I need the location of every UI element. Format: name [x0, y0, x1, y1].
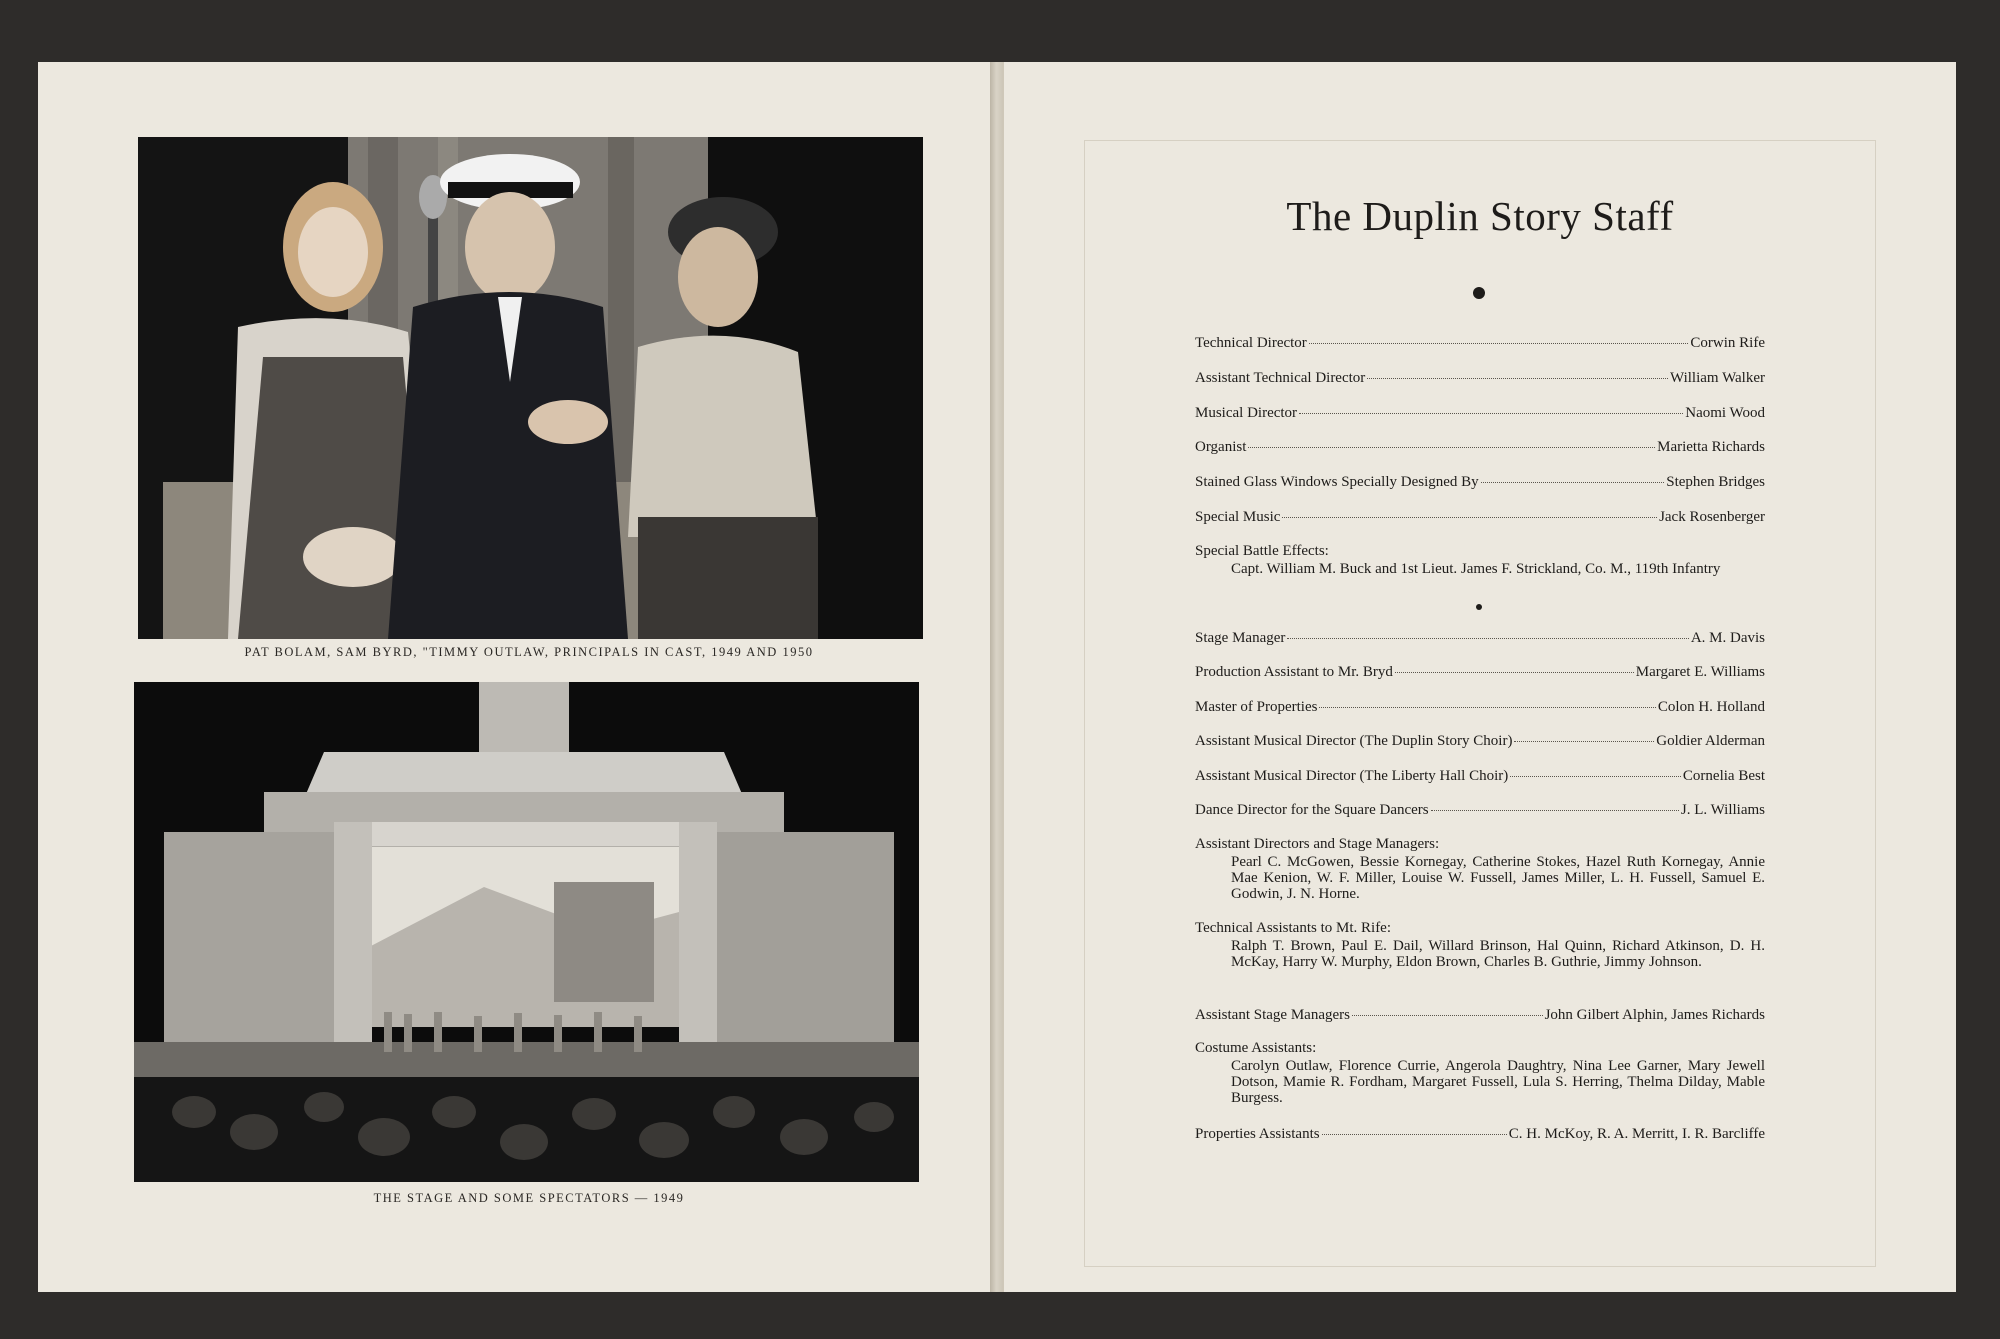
staff-name: J. L. Williams: [1680, 802, 1765, 818]
block-body: Ralph T. Brown, Paul E. Dail, Willard Brinson, Hal Quinn, Richard Atkinson, D. H. McKay, Harry W. Murphy, Eldon Brown, Charles B. Guthrie, Jimmy Johnson.: [1231, 938, 1765, 970]
leader-dots: [1287, 638, 1688, 639]
staff-role: Assistant Musical Director (The Duplin Story Choir): [1195, 733, 1513, 749]
leader-dots: [1352, 1015, 1543, 1016]
staff-name: Margaret E. Williams: [1635, 664, 1765, 680]
leader-dots: [1322, 1134, 1507, 1135]
staff-role: Properties Assistants: [1195, 1126, 1320, 1142]
right-page: [1003, 62, 1956, 1292]
leader-dots: [1309, 343, 1689, 344]
staff-name: John Gilbert Alphin, James Richards: [1544, 1007, 1765, 1023]
staff-role: Production Assistant to Mr. Bryd: [1195, 664, 1393, 680]
staff-entry: [1195, 1125, 1765, 1143]
page-title: The Duplin Story Staff: [1286, 193, 1674, 239]
costume-assistants-block: [1195, 1040, 1765, 1106]
leader-dots: [1514, 741, 1654, 742]
leader-dots: [1481, 482, 1665, 483]
staff-name: C. H. McKoy, R. A. Merritt, I. R. Barcliffe: [1508, 1126, 1765, 1142]
staff-role: Organist: [1195, 439, 1247, 455]
staff-role: Assistant Stage Managers: [1195, 1007, 1350, 1023]
staff-entry: [1195, 508, 1765, 526]
block-heading: Technical Assistants to Mt. Rife:: [1195, 920, 1392, 936]
staff-role: Assistant Technical Director: [1195, 370, 1366, 386]
staff-entry: [1195, 767, 1765, 785]
staff-name: Naomi Wood: [1685, 405, 1765, 421]
assistant-directors-block: [1195, 836, 1765, 902]
battle-effects-block: [1195, 543, 1765, 577]
staff-name: Jack Rosenberger: [1659, 509, 1765, 525]
leader-dots: [1395, 672, 1634, 673]
staff-role: Stage Manager: [1195, 630, 1286, 646]
cast-photo: [138, 137, 923, 639]
leader-dots: [1299, 413, 1683, 414]
staff-name: Marietta Richards: [1657, 439, 1765, 455]
block-body: Pearl C. McGowen, Bessie Kornegay, Catherine Stokes, Hazel Ruth Kornegay, Annie Mae Kenion, W. F. Miller, Louise W. Fussell, James Miller, L. H. Fussell, Samuel E. Godwin, J. N. Horne.: [1231, 854, 1765, 902]
staff-entry: [1195, 404, 1765, 422]
leader-dots: [1510, 776, 1681, 777]
staff-entry: [1195, 438, 1765, 456]
block-heading: Special Battle Effects:: [1195, 543, 1329, 559]
staff-entry: [1195, 732, 1765, 750]
staff-role: Dance Director for the Square Dancers: [1195, 802, 1429, 818]
staff-entry: [1195, 698, 1765, 716]
block-body: Carolyn Outlaw, Florence Currie, Angerola Daughtry, Nina Lee Garner, Mary Jewell Dotson, Mamie R. Fordham, Margaret Fussell, Lula S. Herring, Thelma Dilday, Mable Burgess.: [1231, 1058, 1765, 1106]
staff-role: Master of Properties: [1195, 699, 1318, 715]
staff-role: Musical Director: [1195, 405, 1298, 421]
staff-name: Stephen Bridges: [1666, 474, 1765, 490]
staff-role: Assistant Musical Director (The Liberty Hall Choir): [1195, 768, 1509, 784]
cast-photo-caption: PAT BOLAM, SAM BYRD, "TIMMY OUTLAW, PRINCIPALS IN CAST, 1949 AND 1950: [244, 645, 814, 659]
staff-entry: [1195, 629, 1765, 647]
block-body: Capt. William M. Buck and 1st Lieut. James F. Strickland, Co. M., 119th Infantry: [1231, 561, 1721, 577]
staff-entry: [1195, 801, 1765, 819]
technical-assistants-block: [1195, 920, 1765, 970]
staff-entry: [1195, 1006, 1765, 1024]
leader-dots: [1319, 707, 1655, 708]
staff-name: Corwin Rife: [1690, 335, 1765, 351]
staff-role: Technical Director: [1195, 335, 1307, 351]
stage-photo-illustration: [134, 682, 919, 1182]
leader-dots: [1367, 378, 1668, 379]
leader-dots: [1248, 447, 1655, 448]
staff-name: Colon H. Holland: [1657, 699, 1765, 715]
staff-role: Stained Glass Windows Specially Designed By: [1195, 474, 1479, 490]
staff-role: Special Music: [1195, 509, 1281, 525]
block-heading: Assistant Directors and Stage Managers:: [1195, 836, 1440, 852]
cast-photo-illustration: [138, 137, 923, 639]
staff-name: Cornelia Best: [1682, 768, 1765, 784]
left-page: [38, 62, 994, 1292]
staff-name: William Walker: [1670, 370, 1765, 386]
staff-name: Goldier Alderman: [1656, 733, 1765, 749]
section-bullet: [1473, 287, 1485, 299]
section-bullet: [1476, 604, 1482, 610]
staff-entry: [1195, 369, 1765, 387]
stage-photo: [134, 682, 919, 1182]
staff-entry: [1195, 663, 1765, 681]
staff-entry: [1195, 334, 1765, 352]
stage-photo-caption: THE STAGE AND SOME SPECTATORS — 1949: [373, 1191, 685, 1205]
leader-dots: [1431, 810, 1679, 811]
staff-name: A. M. Davis: [1690, 630, 1765, 646]
leader-dots: [1282, 517, 1657, 518]
staff-entry: [1195, 473, 1765, 491]
block-heading: Costume Assistants:: [1195, 1040, 1317, 1056]
